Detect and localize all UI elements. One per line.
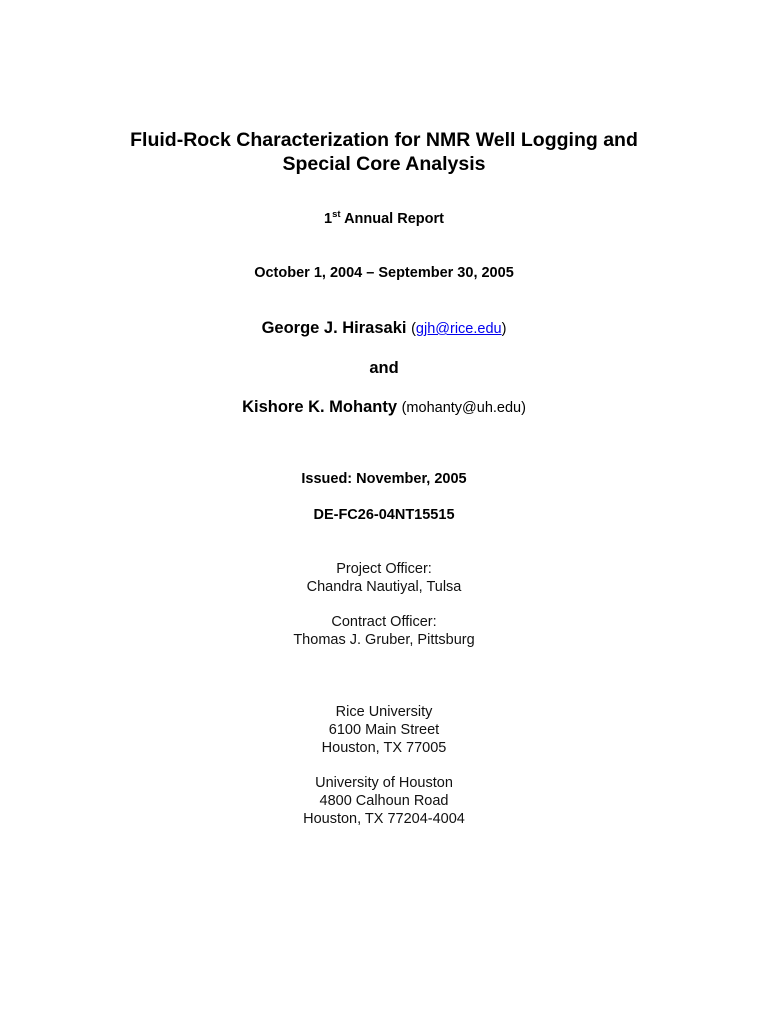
author-2-email: (mohanty@uh.edu) bbox=[401, 400, 526, 416]
address-institution: Rice University bbox=[335, 704, 433, 720]
title-line-1: Fluid-Rock Characterization for NMR Well Logging and bbox=[130, 129, 638, 151]
title-line-2: Special Core Analysis bbox=[282, 153, 486, 175]
report-number: 1 bbox=[324, 211, 333, 227]
author-1-open-paren: ( bbox=[411, 321, 416, 337]
address-city: Houston, TX 77005 bbox=[321, 740, 447, 756]
contract-officer-name: Thomas J. Gruber, Pittsburg bbox=[293, 632, 475, 648]
author-1-close-paren: ) bbox=[501, 321, 507, 337]
address-uh bbox=[0, 774, 768, 828]
project-officer-name: Chandra Nautiyal, Tulsa bbox=[306, 579, 462, 595]
address-street: 4800 Calhoun Road bbox=[319, 793, 449, 809]
author-2-name: Kishore K. Mohanty bbox=[242, 398, 397, 416]
address-rice bbox=[0, 703, 768, 757]
address-street: 6100 Main Street bbox=[328, 722, 440, 738]
contract-officer-label: Contract Officer: bbox=[331, 614, 437, 630]
report-type bbox=[0, 211, 768, 227]
author-1-email-link[interactable]: gjh@rice.edu bbox=[415, 321, 502, 337]
author-conjunction: and bbox=[369, 359, 399, 377]
report-ordinal-suffix: st bbox=[332, 209, 341, 220]
contract-officer-block bbox=[0, 613, 768, 649]
reporting-period: October 1, 2004 – September 30, 2005 bbox=[254, 265, 514, 281]
issue-date: Issued: November, 2005 bbox=[301, 471, 467, 487]
author-1-email-wrapper bbox=[411, 321, 506, 337]
address-city: Houston, TX 77204-4004 bbox=[303, 811, 465, 827]
author-1-name: George J. Hirasaki bbox=[261, 319, 407, 337]
contract-number: DE-FC26-04NT15515 bbox=[313, 507, 455, 523]
author-2 bbox=[0, 398, 768, 417]
address-institution: University of Houston bbox=[315, 775, 453, 791]
project-officer-block bbox=[0, 560, 768, 596]
document-title bbox=[0, 128, 768, 176]
project-officer-label: Project Officer: bbox=[336, 561, 432, 577]
author-1 bbox=[0, 319, 768, 338]
report-label: Annual Report bbox=[344, 211, 444, 227]
